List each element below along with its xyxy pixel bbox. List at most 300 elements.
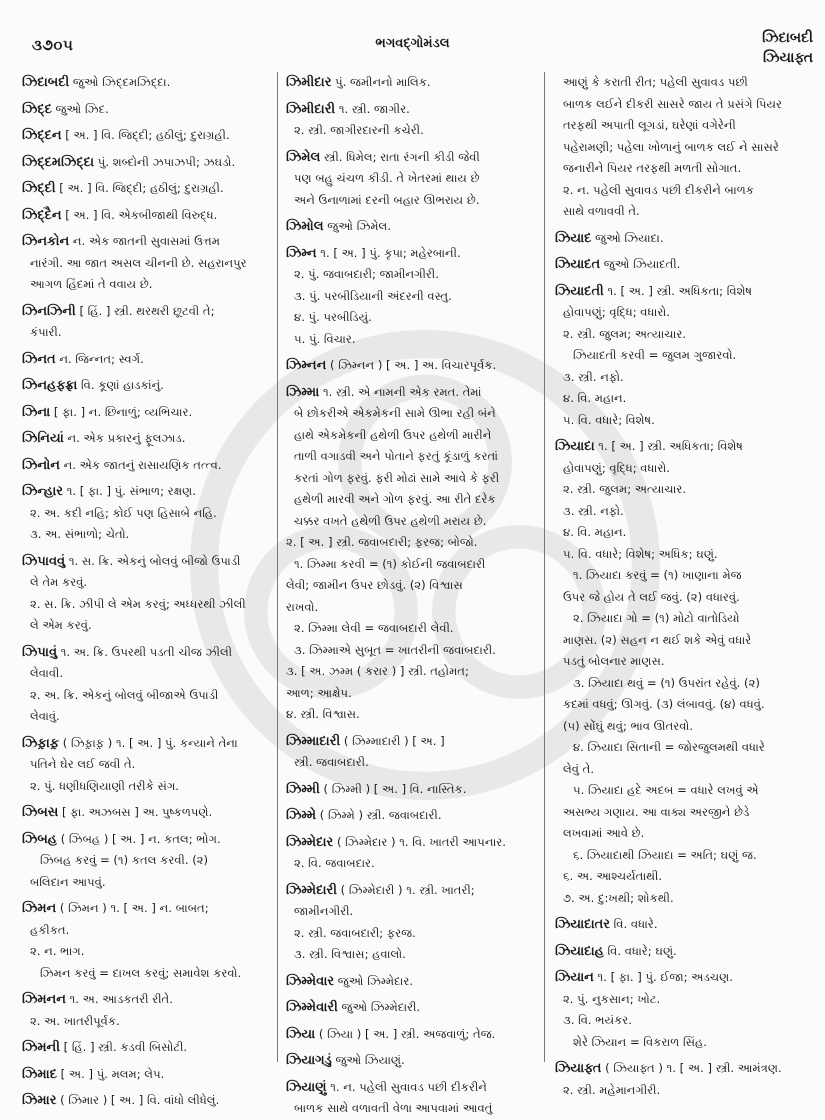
entry-first-line — [286, 731, 536, 753]
entry-sense-line — [22, 572, 271, 594]
definition-text: ઝિયાદતી કરવી = જુલમ ગુજારવો. — [573, 348, 737, 362]
guide-word-first: ઝિદાબદી — [762, 30, 813, 46]
page-header — [0, 28, 825, 72]
definition-text: ૨. [ અ. ] સ્ત્રી. જવાબદારી; ફરજ; બોજો. — [286, 535, 478, 549]
entry-sense-line — [555, 587, 817, 609]
entry-first-line — [22, 1090, 271, 1112]
entry-sense-line — [22, 872, 271, 894]
entry-sense-line — [22, 754, 271, 776]
headword: ઝિફ઼ાફ઼ — [22, 735, 60, 751]
definition-text: ૩. વિ. ભયંકર. — [563, 1013, 632, 1027]
dictionary-entry — [286, 997, 536, 1019]
entry-sense-line — [555, 522, 817, 544]
headword: ઝિપાવું — [22, 644, 58, 660]
entry-sense-line — [555, 1080, 817, 1102]
headword: ઝિમ્મે — [286, 808, 317, 823]
dictionary-entry — [22, 733, 271, 798]
definition-text: વિ. વધારે; ઘણું. — [603, 943, 677, 958]
definition-text: બાળક સાથે વળાવતી વેળા આપવામાં આવતું — [294, 1101, 493, 1115]
entry-sense-line — [555, 158, 817, 180]
entry-sense-line — [555, 137, 817, 159]
entry-sense-line — [286, 1098, 536, 1120]
definition-text: ૨. ઝિમ્મા લેવી = જવાબદારી લેવી. — [294, 621, 454, 635]
dictionary-entry — [22, 428, 271, 450]
dictionary-entry — [286, 355, 536, 377]
definition-text: ૩. પું. પરબીડિયાની અંદરની વસ્તુ. — [294, 288, 452, 303]
dictionary-entry — [286, 832, 536, 875]
entry-sense-line — [555, 479, 817, 501]
entry-first-line — [555, 941, 817, 963]
definition-text: ૧. [ ફા. ] પું. ઈજા; અડચણ. — [593, 970, 733, 984]
dictionary-entry — [22, 481, 271, 546]
entry-first-line — [22, 733, 271, 755]
entry-sense-line — [555, 72, 817, 94]
dictionary-entry — [286, 216, 536, 238]
definition-text: [ ફા. ] ન. છિનાળું; વ્યભિચાર. — [50, 404, 193, 419]
entry-sense-line — [286, 403, 536, 425]
definition-text: હકીકત. — [30, 922, 70, 937]
entry-sense-line — [555, 866, 817, 888]
dictionary-entry — [555, 72, 817, 223]
headword: ઝિપાવવું — [22, 553, 66, 569]
definition-text: તાળી વગાડવી અને પોતાને ફરતું કૂંડાળું કરતાં — [294, 449, 498, 463]
entry-first-line — [286, 355, 536, 377]
definition-text: ( ઝિમ્મેદારી ) ૧. સ્ત્રી. ખાતરી; — [337, 882, 475, 897]
definition-text: વિ. વધારે. — [609, 917, 658, 931]
definition-text: ન. એક પ્રકારનું ફૂલઝાડ. — [63, 431, 186, 445]
headword: ઝિમાર — [22, 1093, 57, 1108]
definition-text: જુઓ ઝિયાણું. — [331, 1053, 405, 1067]
dictionary-entry — [555, 281, 817, 432]
definition-text: ( ઝિયાફ્ત ) ૧. [ અ. ] સ્ત્રી. આમંત્રણ. — [601, 1061, 782, 1075]
entry-sense-line — [555, 737, 817, 759]
definition-text: હોવાપણું; વૃદ્ધિ; વધારો. — [563, 460, 670, 475]
entry-sense-line — [555, 501, 817, 523]
entry-first-line — [22, 989, 271, 1011]
definition-text: બલિદાન આપવું. — [30, 874, 106, 889]
definition-text: લે એમ કરવું. — [30, 618, 92, 632]
definition-text: ( ઝિમ્મે ) સ્ત્રી. જવાબદારી. — [316, 808, 442, 822]
definition-text: જુઓ ઝિયાદતી. — [600, 257, 681, 271]
entry-first-line — [22, 402, 271, 424]
headword: ઝિયાણું — [286, 1079, 327, 1095]
headword: ઝિનઝિની — [22, 303, 76, 319]
entry-first-line — [22, 178, 271, 200]
definition-text: પણ બહુ ચંચળ કીડી. તે ખેતરમાં થાય છે — [294, 171, 480, 185]
definition-text: ૨. સ્ત્રી. જુલમ; અત્યાચાર. — [563, 482, 687, 496]
headword: ઝિયાફ્ત — [555, 1061, 602, 1076]
definition-text: નારંગી. આ જાત અસલ ચીનની છે. સહરાનપુર — [30, 255, 247, 270]
definition-text: ( ઝિમ્મી ) [ અ. ] વિ. નાસ્તિક. — [319, 781, 467, 796]
definition-text: ૧. સ્ત્રી. એ નામની એક રમત. તેમાં — [319, 384, 482, 399]
definition-text: પું. શબ્દોની ઝપાઝપી; ઝઘડો. — [94, 154, 236, 169]
entry-sense-line — [555, 630, 817, 652]
entry-sense-line — [22, 524, 271, 546]
definition-text: ( ઝિમન ) ૧. [ અ. ] ન. બાબત; — [56, 901, 209, 915]
definition-text: ૪. પું. પરબીડિયું. — [294, 310, 372, 324]
definition-text: ૭. અ. દુ:ખથી; શોકથી. — [563, 890, 674, 905]
entry-sense-line — [555, 888, 817, 910]
headword: ઝિયાદત — [555, 257, 601, 272]
definition-text: ૨. સ્ત્રી. મહેમાનગીરી. — [563, 1082, 661, 1097]
definition-text: પહેરામણી; પહેલા ખોળાનું બાળક લઈ ને સાસરે — [563, 139, 779, 154]
entry-first-line — [22, 802, 271, 824]
dictionary-entry — [22, 231, 271, 296]
headword: ઝિમોલ — [286, 219, 324, 234]
definition-text: ( ઝિયા ) [ અ. ] સ્ત્રી. અજવાળું; તેજ. — [315, 1026, 496, 1041]
headword: ઝિનોન — [22, 457, 60, 473]
column-3 — [545, 72, 817, 1097]
entry-first-line — [286, 147, 536, 169]
entry-sense-line — [286, 661, 536, 683]
dictionary-entry — [286, 880, 536, 966]
entry-sense-line — [286, 468, 536, 490]
entry-sense-line — [555, 716, 817, 738]
definition-text: કરતાં ગોળ ફરવું. ફરી મોઢાં સામે આવે કે ફરી — [294, 470, 500, 485]
definition-text: શેરે ઝિયાન = વિકરાળ સિંહ. — [573, 1034, 707, 1049]
headword: ઝિમન — [22, 901, 57, 916]
entry-first-line — [555, 1058, 817, 1080]
headword: ઝિનહફ્ફ્રા — [22, 378, 78, 393]
definition-text: હાથે એકમેકની હથેળી ઉપર હથેળી મારીને — [294, 427, 492, 442]
headword: ઝિદ્દ — [22, 101, 52, 117]
headword: ઝિમીદારી — [286, 101, 336, 117]
dictionary-entry — [22, 898, 271, 984]
definition-text: તરફથી અપાતી લૂગડાં, ઘરેણાં વગેરેની — [563, 118, 736, 132]
definition-text: ચક્કર વખતે હથેળી ઉપર હથેળી મરાય છે. — [294, 513, 487, 528]
entry-sense-line — [555, 201, 817, 223]
entry-sense-line — [555, 115, 817, 137]
guide-words — [762, 28, 813, 68]
entry-sense-line — [22, 920, 271, 942]
definition-text: આણું કે કરાતી રીત; પહેલી સુવાવડ પછી — [563, 75, 748, 89]
entry-first-line — [22, 829, 271, 851]
definition-text: ૧. સ. ક્રિ. એકનું બોલવું બીજો ઉપાડી — [65, 553, 241, 568]
definition-text: લેવી; જામીન ઉપર છોડવું. (૨) વિશ્વાસ — [286, 578, 463, 592]
definition-text: ૧. અ. ક્રિ. ઉપરથી પડતી ચીજ ઝીલી — [57, 644, 233, 659]
definition-text: ૩. સ્ત્રી. નફો. — [563, 503, 624, 518]
entry-sense-line — [555, 458, 817, 480]
entry-sense-line — [286, 704, 536, 726]
entry-sense-line — [286, 307, 536, 329]
entry-sense-line — [555, 608, 817, 630]
entry-sense-line — [22, 615, 271, 637]
headword: ઝિમ્માદારી — [286, 733, 341, 749]
definition-text: જુઓ ઝિમ્મેદાર. — [334, 973, 414, 988]
dictionary-entry — [286, 99, 536, 142]
definition-text: લખવામાં આવે છે. — [563, 826, 645, 840]
dictionary-entry — [555, 1058, 817, 1101]
definition-text: ૬. ઝિયાદાથી ઝિયાદા = અતિ; ઘણું જ. — [573, 847, 757, 862]
headword: ઝિના — [22, 404, 51, 420]
entry-sense-line — [22, 685, 271, 707]
headword: ઝિદ્દન — [22, 128, 62, 143]
definition-text: લેવાવું. — [30, 709, 60, 723]
definition-text: ૫. વિ. વધારે; વિશેષ. — [563, 412, 655, 427]
entry-first-line — [286, 1077, 536, 1099]
definition-text: અસભ્ય ગણાય. આ વાક્ય અરજીને છેડે — [563, 804, 750, 819]
column-2 — [277, 72, 545, 1115]
entry-first-line — [22, 428, 271, 450]
definition-text: (૫) સોંઘું થવું; ભાવ ઊતરવો. — [563, 718, 694, 733]
headword: ઝિમીદાર — [286, 75, 332, 90]
definition-text: ૪. ઝિયાદા સિતાની = જોરજુલમથી વધારે — [573, 740, 765, 754]
definition-text: ૧. [ અ. ] સ્ત્રી. અધિકતા; વિશેષ — [603, 283, 753, 298]
headword: ઝિમની — [22, 1040, 60, 1055]
definition-text: ૧. ન. પહેલી સુવાવડ પછી દીકરીને — [326, 1079, 487, 1094]
entry-sense-line — [286, 286, 536, 308]
definition-text: સ્ત્રી. ધિમેલ; રાતા રંગની કીડી જેવી — [320, 149, 480, 164]
headword: ઝિમનન — [22, 992, 66, 1007]
definition-text: વિ. કૂણાં હાડકાંનું. — [77, 378, 164, 392]
definition-text: [ અ. ] વિ. જિદ્દી; હઠીલું; દુરાગ્રહી. — [61, 128, 230, 142]
entry-sense-line — [555, 759, 817, 781]
entry-first-line — [22, 205, 271, 227]
definition-text: ન. જિન્નત; સ્વર્ગ. — [55, 351, 144, 366]
entry-sense-line — [555, 673, 817, 695]
entry-first-line — [22, 125, 271, 147]
headword: ઝિયાદાહ — [555, 943, 604, 959]
entry-sense-line — [555, 345, 817, 367]
headword: ઝિનત — [22, 351, 56, 367]
definition-text: જુઓ ઝિયાદા. — [591, 230, 664, 245]
dictionary-entry — [22, 455, 271, 477]
dictionary-entry — [555, 941, 817, 963]
entry-sense-line — [555, 302, 817, 324]
entry-sense-line — [286, 264, 536, 286]
entry-sense-line — [286, 532, 536, 554]
definition-text: ૨. સ્ત્રી. જાગીરદારની કચેરી. — [294, 123, 424, 137]
entry-first-line — [22, 301, 271, 323]
entry-sense-line — [22, 963, 271, 985]
definition-text: ૧. ઝિમ્મા કરવી = (૧) કોઈની જવાબદારી — [294, 556, 486, 571]
entry-sense-line — [286, 640, 536, 662]
entry-first-line — [286, 971, 536, 993]
entry-sense-line — [555, 410, 817, 432]
headword: ઝિયા — [286, 1026, 316, 1042]
entry-first-line — [555, 914, 817, 936]
dictionary-entry — [22, 989, 271, 1032]
entry-sense-line — [555, 989, 817, 1011]
entry-sense-line — [555, 388, 817, 410]
headword: ઝિમ્મેદાર — [286, 834, 334, 850]
definition-text: જુઓ ઝિમેલ. — [323, 219, 392, 233]
definition-text: પડતું બોલનાર માણસ. — [563, 654, 665, 668]
definition-text: ૨. સ. ક્રિ. ઝીપી લે એમ કરવું; અધ્ધરથી ઝીલી — [30, 596, 246, 611]
dictionary-entry — [22, 152, 271, 174]
dictionary-entry — [286, 1077, 536, 1120]
definition-text: [ ફા. અઝબસ ] અ. પુષ્કળપણે. — [58, 805, 213, 819]
entry-first-line — [286, 779, 536, 801]
entry-first-line — [22, 898, 271, 920]
definition-text: ૨. અ. ખાતરીપૂર્વક. — [30, 1013, 120, 1028]
definition-text: ૨. પું. નુકસાન; ખોટ. — [563, 991, 661, 1006]
definition-text: ૫. ઝિયાદા હદે અદબ = વધારે લખવું એ — [573, 783, 759, 797]
dictionary-entry — [22, 301, 271, 344]
headword: ઝિયાદ — [555, 230, 592, 246]
definition-text: ઝિબહ કરવું = (૧) કતલ કરવી. (૨) — [40, 853, 209, 867]
entry-sense-line — [286, 554, 536, 576]
definition-text: ૨. ન. પહેલી સુવાવડ પછી દીકરીને બાળક — [563, 182, 754, 197]
entry-sense-line — [22, 663, 271, 685]
definition-text: ( ઝિમ્મેદાર ) ૧. વિ. ખાતરી આપનાર. — [333, 834, 506, 849]
entry-sense-line — [286, 511, 536, 533]
dictionary-entry — [22, 642, 271, 728]
entry-first-line — [286, 382, 536, 404]
definition-text: ( ઝિમ્માદારી ) [ અ. ] — [340, 733, 445, 748]
dictionary-entry — [22, 551, 271, 637]
headword: ઝિબસ — [22, 805, 59, 820]
entry-first-line — [22, 375, 271, 397]
dictionary-entry — [286, 805, 536, 827]
definition-text: ( ઝિબહ ) [ અ. ] ન. કતલ; ભોગ. — [57, 831, 221, 846]
headword: ઝિનકોન — [22, 234, 70, 249]
entry-sense-line — [286, 575, 536, 597]
entry-sense-line — [555, 367, 817, 389]
entry-first-line — [22, 72, 271, 94]
definition-text: જનારીને પિયર તરફથી મળતી સોગાત. — [563, 161, 742, 175]
definition-text: [ હિં. ] સ્ત્રી. કડવી બિસોટી. — [59, 1040, 188, 1054]
headword: ઝિમ્ન — [286, 245, 317, 261]
definition-text: ૩. સ્ત્રી. નફો. — [563, 369, 624, 384]
entry-sense-line — [22, 850, 271, 872]
entry-first-line — [286, 880, 536, 902]
definition-text: ૧. [ અ. ] સ્ત્રી. અધિકતા; વિશેષ — [594, 439, 743, 453]
headword: ઝિયાદાતર — [555, 917, 610, 932]
entry-first-line — [286, 243, 536, 265]
entry-first-line — [555, 281, 817, 303]
definition-text: [ અ. ] પું. મલમ; લેપ. — [56, 1066, 165, 1081]
definition-text: ૨. સ્ત્રી. જુલમ; અત્યાચાર. — [563, 326, 687, 341]
entry-sense-line — [555, 802, 817, 824]
dictionary-entry — [555, 228, 817, 250]
entry-sense-line — [286, 489, 536, 511]
entry-sense-line — [22, 941, 271, 963]
entry-sense-line — [22, 274, 271, 296]
entry-first-line — [286, 1024, 536, 1046]
definition-text: આગળ હિંદમાં તે વવાય છે. — [30, 277, 153, 291]
dictionary-entry — [22, 1090, 271, 1112]
definition-text: માણસ. (૨) સહન ન થઈ શકે એવું વધારે — [563, 632, 752, 647]
definition-text: ઉપર જે હોય તે લઈ જવું. (૨) વધારવું. — [563, 589, 740, 604]
definition-text: ૪. સ્ત્રી. વિશ્વાસ. — [286, 707, 360, 721]
entry-first-line — [22, 455, 271, 477]
entry-sense-line — [286, 923, 536, 945]
entry-sense-line — [286, 618, 536, 640]
entry-first-line — [286, 805, 536, 827]
dictionary-entry — [22, 99, 271, 121]
definition-text: બાળક લઈને દીકરી સાસરે જાય તે પ્રસંગે પિયર — [563, 96, 782, 111]
entry-sense-line — [286, 683, 536, 705]
column-1 — [22, 72, 277, 1108]
entry-first-line — [22, 99, 271, 121]
definition-text: જુઓ ઝિદ. — [51, 101, 109, 116]
entry-first-line — [22, 481, 271, 503]
headword: ઝિન્હાર — [22, 484, 64, 499]
entry-sense-line — [555, 823, 817, 845]
entry-sense-line — [555, 780, 817, 802]
definition-text: ૫. વિ. વધારે; વિશેષ; અધિક; ઘણું. — [563, 546, 718, 561]
dictionary-entry — [286, 1050, 536, 1072]
entry-first-line — [22, 1037, 271, 1059]
dictionary-entry — [22, 349, 271, 371]
headword: ઝિદ્દી — [22, 181, 56, 196]
headword: ઝિમ્મેવાર — [286, 973, 335, 989]
headword: ઝિયાદતી — [555, 283, 604, 299]
definition-text: ( ઝિમ્નન ) [ અ. ] અ. વિચારપૂર્વક. — [326, 358, 497, 372]
definition-text: અને ઉનાળામાં દરની બહાર ઊભરાય છે. — [294, 192, 480, 207]
definition-text: ઝિમન કરવું = દાખલ કરવું; સમાવેશ કરવો. — [40, 965, 242, 980]
entry-sense-line — [286, 446, 536, 468]
entry-sense-line — [286, 190, 536, 212]
definition-text: ૨. અ. ક્રિ. એકનું બોલવું બીજાએ ઉપાડી — [30, 687, 219, 702]
definition-text: ( ઝિફ઼ાફ઼ ) ૧. [ અ. ] પું. કન્યાને તેના — [59, 735, 238, 750]
headword: ઝિદાબદી — [22, 75, 70, 90]
definition-text: ન. એક જાતની સુવાસમાં ઉત્તમ — [69, 234, 220, 248]
entry-first-line — [22, 152, 271, 174]
dictionary-entry — [286, 243, 536, 351]
definition-text: કંપારી. — [30, 325, 62, 339]
entry-sense-line — [22, 503, 271, 525]
entry-first-line — [555, 967, 817, 989]
definition-text: સાથે વળાવવી તે. — [563, 204, 640, 218]
headword: ઝિમ્મા — [286, 384, 320, 400]
dictionary-entry — [22, 178, 271, 200]
entry-sense-line — [22, 1011, 271, 1033]
headword: ઝિનિયાં — [22, 431, 64, 446]
headword: ઝિમ્મી — [286, 781, 320, 797]
entry-sense-line — [286, 901, 536, 923]
headword: ઝિયાગડું — [286, 1053, 332, 1068]
dictionary-entry — [555, 914, 817, 936]
definition-text: ૩. [ અ. ઝમ્મ ( કરાર ) ] સ્ત્રી. તહોમત; — [286, 664, 469, 678]
definition-text: રાખવો. — [286, 599, 319, 614]
entry-sense-line — [555, 94, 817, 116]
entry-sense-line — [555, 1032, 817, 1054]
entry-sense-line — [286, 597, 536, 619]
entry-first-line — [22, 349, 271, 371]
entry-sense-line — [22, 594, 271, 616]
headword: ઝિમ્મેવારી — [286, 1000, 338, 1015]
entry-sense-line — [286, 168, 536, 190]
dictionary-columns — [22, 72, 817, 1115]
entry-first-line — [286, 72, 536, 94]
entry-first-line — [22, 231, 271, 253]
dictionary-entry — [22, 72, 271, 94]
entry-first-line — [22, 1064, 271, 1086]
entry-sense-line — [555, 544, 817, 566]
dictionary-entry — [555, 967, 817, 1053]
definition-text: જુઓ ઝિદ્દમઝિદ્દા. — [69, 75, 171, 89]
definition-text: લેવાવી. — [30, 666, 64, 680]
entry-sense-line — [555, 845, 817, 867]
book-title: ભગવદ્ગોમંડલ — [375, 36, 450, 51]
entry-first-line — [286, 1050, 536, 1072]
definition-text: ( ઝિમાર ) [ અ. ] વિ. વાંધો લીધેલું. — [56, 1093, 220, 1107]
definition-text: ૧. [ અ. ] પું. કૃપા; મહેરબાની. — [316, 245, 461, 260]
dictionary-entry — [286, 72, 536, 94]
entry-first-line — [22, 551, 271, 573]
definition-text: ૩. ઝિમ્માએ સુબૂત = ખાતરીની જવાબદારી. — [294, 642, 496, 657]
definition-text: પતિને ઘેર લઈ જવી તે. — [30, 757, 136, 771]
dictionary-entry — [286, 382, 536, 726]
definition-text: હથેળી મારવી અને ગોળ ફરવું. આ રીતે દરેક — [294, 492, 496, 506]
dictionary-entry — [555, 254, 817, 276]
definition-text: ૧. અ. આડકતરી રીતે. — [65, 992, 173, 1006]
headword: ઝિયાદા — [555, 439, 595, 454]
headword: ઝિદ્દૈન — [22, 207, 62, 223]
definition-text: [ હિં. ] સ્ત્રી. થરથરી છૂટવી તે; — [75, 303, 215, 318]
